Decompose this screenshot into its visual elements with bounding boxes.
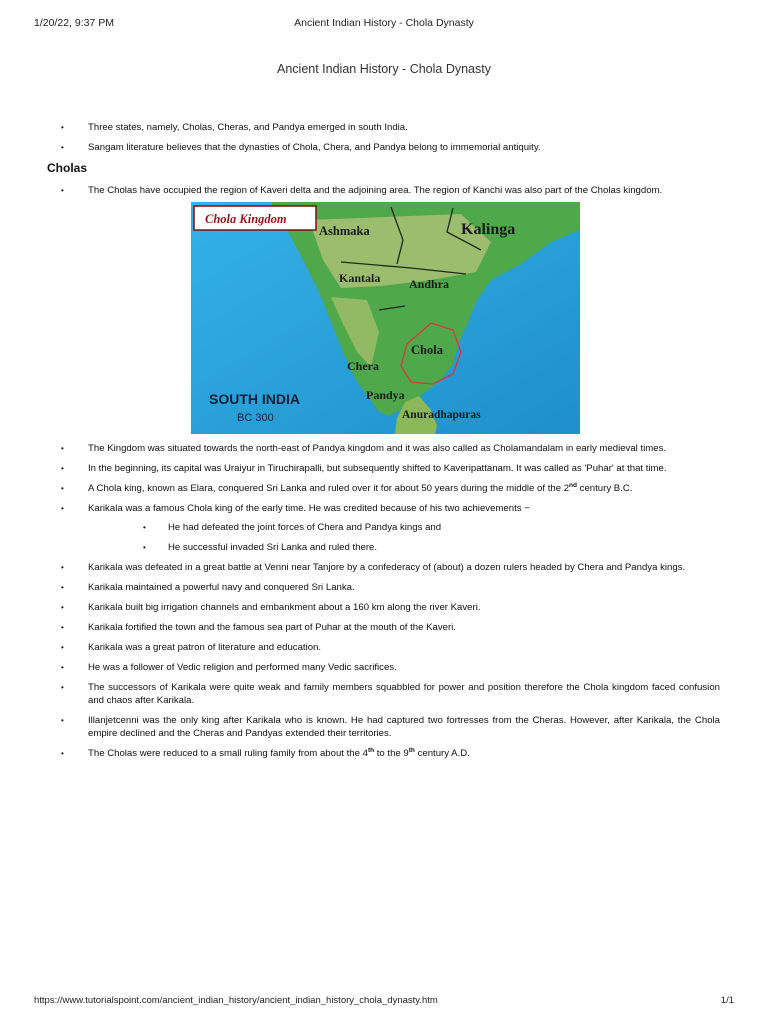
cholas-details-list bbox=[46, 442, 720, 760]
list-item: • Karikala fortified the town and the famous sea part of Puhar at the mouth of the Kaveri. bbox=[46, 621, 720, 634]
list-item: • Karikala maintained a powerful navy and conquered Sri Lanka. bbox=[46, 581, 720, 594]
page-title: Ancient Indian History - Chola Dynasty bbox=[277, 62, 491, 76]
list-item: • The Cholas were reduced to a small ruling family from about the 4th to the 9th century A.D. bbox=[46, 747, 720, 760]
cholas-intro-list bbox=[46, 184, 720, 197]
list-item: • Karikala was a famous Chola king of the early time. He was credited because of his two achievements − • He had defeated the joint forces of Chera and Pandya kings and • He successful invaded Sri Lanka and ruled there. bbox=[46, 502, 720, 554]
page-number: 1/1 bbox=[720, 995, 734, 1006]
print-header bbox=[34, 17, 734, 31]
label-pandya: Pandya bbox=[366, 388, 405, 402]
label-andhra: Andhra bbox=[409, 277, 450, 291]
section-heading: Cholas bbox=[47, 161, 88, 175]
print-footer bbox=[34, 995, 734, 1009]
list-item: • The Cholas have occupied the region of Kaveri delta and the adjoining area. The region of Kanchi was also part of the Cholas kingdom. bbox=[46, 184, 720, 197]
article-body bbox=[46, 121, 720, 767]
achievements-list bbox=[88, 521, 720, 554]
list-item: • Karikala was defeated in a great battle at Venni near Tanjore by a confederacy of (about) a dozen rulers headed by Chera and Pandya kings. bbox=[46, 561, 720, 574]
label-kalinga: Kalinga bbox=[461, 221, 516, 238]
map-caption-title: SOUTH INDIA bbox=[209, 391, 300, 407]
list-item: • He successful invaded Sri Lanka and ruled there. bbox=[88, 541, 720, 554]
list-item: • Sangam literature believes that the dynasties of Chola, Chera, and Pandya belong to immemorial antiquity. bbox=[46, 141, 720, 154]
label-chera: Chera bbox=[347, 359, 379, 373]
list-item: • He had defeated the joint forces of Chera and Pandya kings and bbox=[88, 521, 720, 534]
map-caption-date: BC 300 bbox=[237, 412, 274, 424]
label-kantala: Kantala bbox=[339, 271, 381, 285]
map-legend: Chola Kingdom bbox=[205, 212, 287, 226]
list-item: • The successors of Karikala were quite weak and family members squabbled for power and position therefore the Chola kingdom faced confusion and chaos after Karikala. bbox=[46, 681, 720, 707]
label-chola: Chola bbox=[411, 343, 443, 357]
list-item: • In the beginning, its capital was Uraiyur in Tiruchirapalli, but subsequently shifted to Kaveripattanam. It was called as 'Puhar' at that time. bbox=[46, 462, 720, 475]
list-item: • Illanjetcenni was the only king after Karikala who is known. He had captured two fortresses from the Cheras. However, after Karikala, the Chola empire declined and the Cheras and Pandyas extended their territories. bbox=[46, 714, 720, 740]
source-url: https://www.tutorialspoint.com/ancient_indian_history/ancient_indian_history_chola_dynasty.htm bbox=[34, 995, 438, 1006]
list-item: • The Kingdom was situated towards the north-east of Pandya kingdom and it was also called as Cholamandalam in early medieval times. bbox=[46, 442, 720, 455]
intro-list bbox=[46, 121, 720, 154]
list-item: • A Chola king, known as Elara, conquered Sri Lanka and ruled over it for about 50 years during the middle of the 2nd century B.C. bbox=[46, 482, 720, 495]
print-title: Ancient Indian History - Chola Dynasty bbox=[294, 17, 474, 29]
list-item: • Karikala was a great patron of literature and education. bbox=[46, 641, 720, 654]
label-anuradhapuras: Anuradhapuras bbox=[402, 409, 481, 421]
print-datetime: 1/20/22, 9:37 PM bbox=[34, 17, 114, 29]
list-item: • Karikala built big irrigation channels and embankment about a 160 km along the river Kaveri. bbox=[46, 601, 720, 614]
list-item: • Three states, namely, Cholas, Cheras, and Pandya emerged in south India. bbox=[46, 121, 720, 134]
label-ashmaka: Ashmaka bbox=[319, 224, 370, 238]
list-item: • He was a follower of Vedic religion and performed many Vedic sacrifices. bbox=[46, 661, 720, 674]
chola-kingdom-map bbox=[191, 202, 580, 434]
